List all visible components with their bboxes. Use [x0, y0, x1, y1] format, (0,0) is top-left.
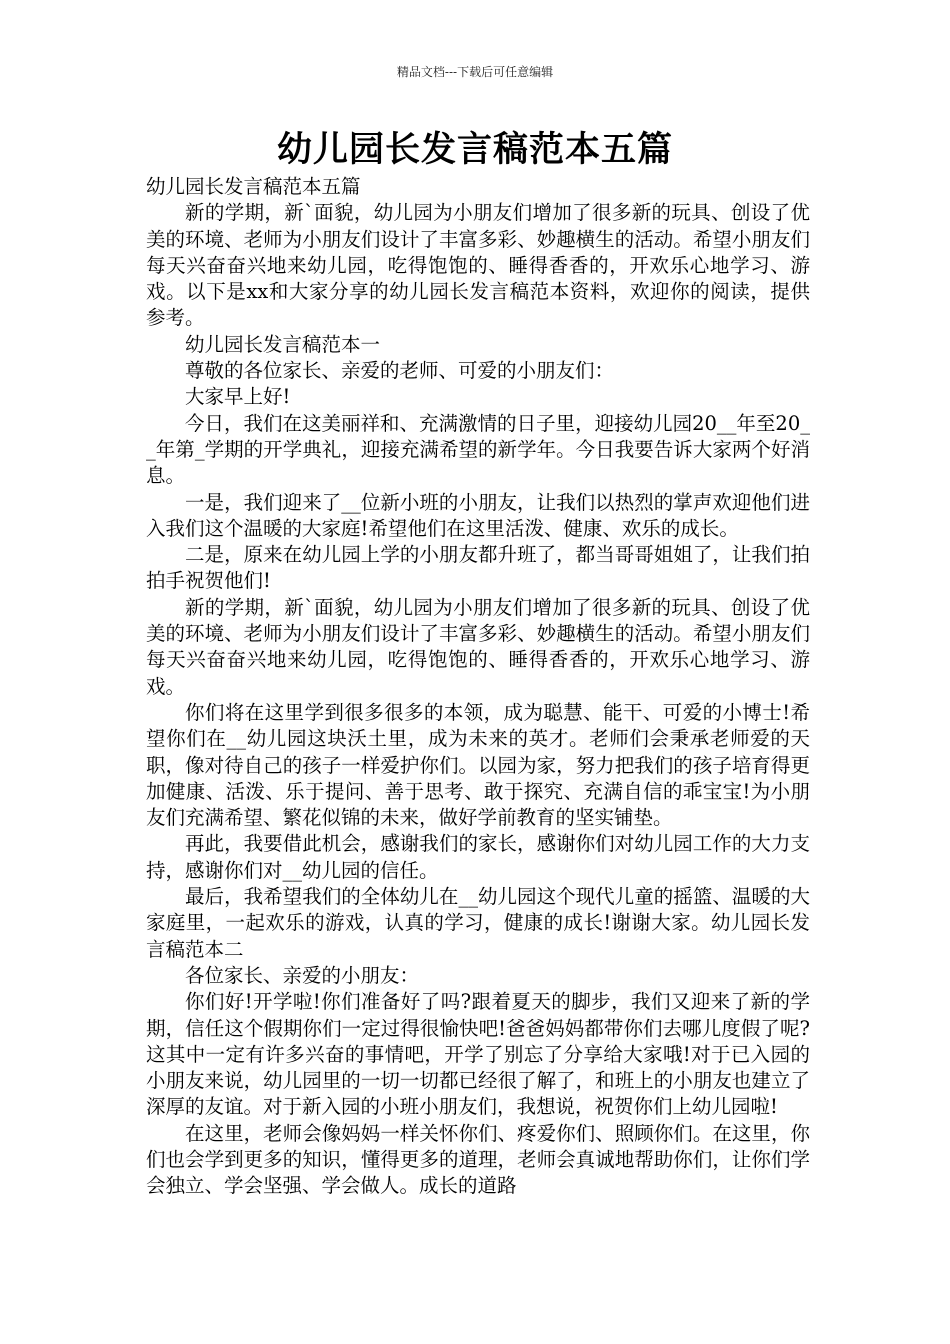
body-paragraph: 一是，我们迎来了__位新小班的小朋友，让我们以热烈的掌声欢迎他们进入我们这个温暖的大家庭!希望他们在这里活泼、健康、欢乐的成长。: [146, 490, 810, 540]
salutation: 尊敬的各位家长、亲爱的老师、可爱的小朋友们：: [185, 359, 615, 383]
body-paragraph: 新的学期，新`面貌，幼儿园为小朋友们增加了很多新的玩具、创设了优美的环境、老师为小朋友们设计了丰富多彩、妙趣横生的活动。希望小朋友们每天兴奋奋兴地来幼儿园，吃得饱饱的、睡得香香的，开欢乐心地学习、游戏。以下是xx和大家分享的幼儿园长发言稿范本资料，欢迎你的阅读，提供参考。: [146, 201, 810, 330]
section-heading: 幼儿园长发言稿范本一: [185, 332, 381, 356]
body-paragraph: 在这里，老师会像妈妈一样关怀你们、疼爱你们、照顾你们。在这里，你们也会学到更多的知识，懂得更多的道理，老师会真诚地帮助你们，让你们学会独立、学会坚强、学会做人。成长的道路: [146, 1121, 810, 1198]
body-paragraph: 再此，我要借此机会，感谢我们的家长，感谢你们对幼儿园工作的大力支持，感谢你们对__幼儿园的信任。: [146, 832, 810, 882]
document-title: 幼儿园长发言稿范本五篇: [276, 129, 673, 170]
body-paragraph: 新的学期，新`面貌，幼儿园为小朋友们增加了很多新的玩具、创设了优美的环境、老师为小朋友们设计了丰富多彩、妙趣横生的活动。希望小朋友们每天兴奋奋兴地来幼儿园，吃得饱饱的、睡得香香的，开欢乐心地学习、游戏。: [146, 595, 810, 698]
body-paragraph: 你们好!开学啦!你们准备好了吗?跟着夏天的脚步，我们又迎来了新的学期，信任这个假期你们一定过得很愉快吧!爸爸妈妈都带你们去哪儿度假了呢?这其中一定有许多兴奋的事情吧，开学了别忘了分享给大家哦!对于已入园的小朋友来说，幼儿园里的一切一切都已经很了解了，和班上的小朋友也建立了深厚的友谊。对于新入园的小班小朋友们，我想说，祝贺你们上幼儿园啦!: [146, 990, 810, 1119]
body-paragraph: 最后，我希望我们的全体幼儿在__幼儿园这个现代儿童的摇篮、温暖的大家庭里，一起欢乐的游戏，认真的学习，健康的成长!谢谢大家。幼儿园长发言稿范本二: [146, 885, 810, 961]
body-paragraph: 今日，我们在这美丽祥和、充满激情的日子里，迎接幼儿园20__年至20__年第_学期的开学典礼，迎接充满希望的新学年。今日我要告诉大家两个好消息。: [146, 411, 810, 488]
greeting: 大家早上好!: [185, 385, 291, 409]
salutation: 各位家长、亲爱的小朋友：: [185, 963, 420, 987]
body-paragraph: 幼儿园长发言稿范本五篇: [146, 175, 361, 198]
body-paragraph: 你们将在这里学到很多很多的本领，成为聪慧、能干、可爱的小博士!希望你们在__幼儿园这块沃土里，成为未来的英才。老师们会秉承老师爱的天职，像对待自己的孩子一样爱护你们。以园为家，努力把我们的孩子培育得更加健康、活泼、乐于提问、善于思考、敢于探究、充满自信的乖宝宝!为小朋友们充满希望、繁花似锦的未来，做好学前教育的坚实铺垫。: [146, 700, 810, 830]
document-body: [146, 174, 810, 1200]
body-paragraph: 二是，原来在幼儿园上学的小朋友都升班了，都当哥哥姐姐了，让我们拍拍手祝贺他们!: [146, 543, 810, 593]
page-header-note: 精品文档---下载后可任意编辑: [396, 65, 554, 79]
